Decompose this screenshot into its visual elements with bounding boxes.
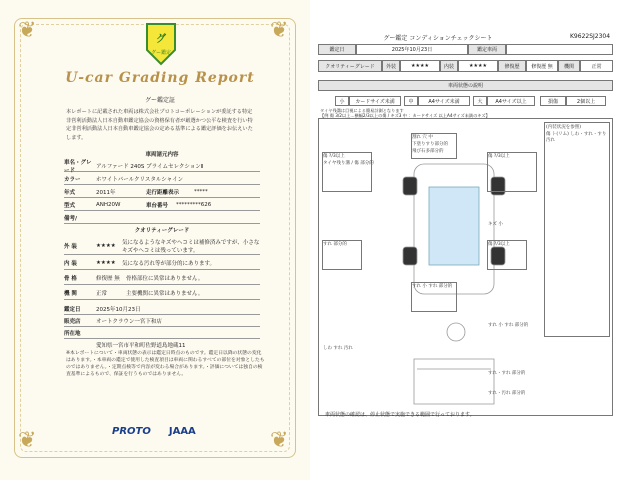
mileage-value: ***** <box>194 188 208 195</box>
size-medium: 中 <box>404 96 418 106</box>
ext-label: 外装 <box>382 60 400 72</box>
quality-label: クオリティーグレード <box>318 60 382 72</box>
vehicle-section-heading: 車両諸元内容 <box>145 152 179 158</box>
diagram-label: すれ・すれ 部分的 <box>488 371 526 376</box>
shop-label: 販売店 <box>64 319 81 325</box>
vehicle-value <box>506 44 613 55</box>
engine-value: 正常 <box>96 290 108 297</box>
frame-label: 骨 格 <box>64 275 77 282</box>
diagram-label: キズ 小 <box>488 222 503 227</box>
year-row <box>64 186 260 198</box>
svg-text:グー鑑定: グー鑑定 <box>150 50 172 56</box>
size-small-desc: カードサイズ未満 <box>349 96 401 106</box>
diagram-label: 飛び石多部分的 <box>412 149 444 154</box>
jaaa-logo: JAAA <box>168 426 196 437</box>
model-label: 車名・グレード <box>64 159 92 174</box>
quality-section-heading: クオリティーグレード <box>134 228 190 234</box>
damage-value: 2個以上 <box>566 96 606 106</box>
date-value: 2025年10月23日 <box>96 307 141 313</box>
engine-label: 機 関 <box>64 290 77 297</box>
date-value: 2025年10月23日 <box>356 44 468 55</box>
model-code-label: 型式 <box>64 202 76 209</box>
diagram-label: (内装状況を参照) <box>546 125 582 130</box>
diagram-label: タイヤ残り溝 / 傷 部分的 <box>323 161 374 166</box>
mileage-label: 走行距離表示 <box>146 189 180 196</box>
color-label: カラー <box>64 176 81 183</box>
size-small: 小 <box>335 96 349 106</box>
flourish-ornament: ❦ <box>270 428 289 453</box>
vehicle-label: 鑑定車両 <box>468 44 506 55</box>
year-value: 2011年 <box>96 189 116 196</box>
diagram-label: すれ 部分的 <box>323 242 347 247</box>
location-value: 愛知県一宮市平和町佐野道島地蔵11 <box>96 343 186 349</box>
size-medium-desc: A4サイズ未満 <box>418 96 470 106</box>
state-title: 車両状態の説明 <box>318 80 613 91</box>
shop-row <box>64 316 260 327</box>
date-label: 鑑定日 <box>318 44 356 55</box>
remarks-row <box>64 212 260 224</box>
diagram-label: 下塗りすり部分的 <box>412 142 448 147</box>
goo-kantei-badge-icon <box>143 22 179 66</box>
year-label: 年式 <box>64 189 76 196</box>
remarks-label: 備考/ <box>64 215 78 222</box>
diagram-label: 割れ 穴 中 <box>412 135 433 140</box>
grading-certificate <box>0 0 310 480</box>
model-row <box>64 160 260 172</box>
frame-description: 骨格部位に異常はありません。 <box>126 275 204 282</box>
exterior-row <box>64 237 260 255</box>
location-row <box>64 328 260 339</box>
legend-note: タイヤ残溝は目視による簡易計測となります 【例 傷 3/2以上…横幅2/3以上の傷 / キズ3 中 ：カードサイズ 以上A4サイズ未満のキズ】 <box>320 108 490 118</box>
date-row <box>64 304 260 315</box>
exterior-stars: ★★★★ <box>96 242 116 249</box>
date-label: 鑑定日 <box>64 307 81 313</box>
ext-stars: ★★★★ <box>400 60 440 72</box>
repair-label: 修復歴 <box>498 60 526 72</box>
flourish-ornament: ❦ <box>18 428 37 453</box>
diagram-label: 傷 ?/3以上 <box>488 154 510 159</box>
size-large-desc: A4サイズ以上 <box>487 96 535 106</box>
engine-row <box>64 286 260 300</box>
damage-label: 損傷 <box>540 96 566 106</box>
interior-description: 気になる汚れ等が部分的にあります。 <box>122 260 216 267</box>
model-code-row <box>64 199 260 211</box>
exterior-label: 外 装 <box>64 243 77 250</box>
engine-value: 正常 <box>580 60 613 72</box>
diagram-label: すれ・汚れ 部分的 <box>488 391 526 396</box>
model-value: アルファード 240S プライムセレクションⅡ <box>96 163 204 170</box>
diagram-label: 傷 ?/3以上 <box>488 242 510 247</box>
interior-stars: ★★★★ <box>96 259 116 266</box>
diagram-label: 傷 ト(リム) しわ・すれ・すり 汚れ <box>546 132 607 143</box>
svg-text:グ: グ <box>156 34 166 45</box>
interior-label: 内 装 <box>64 260 77 267</box>
diagram-label: すれ 小 すれ 部分的 <box>412 284 453 289</box>
model-code-value: ANH20W <box>96 201 121 208</box>
diagram-label: 傷 ?/3以上 <box>323 154 345 159</box>
frame-row <box>64 271 260 285</box>
location-label: 所在地 <box>64 331 81 337</box>
diagram-label: すれ 小 すれ 部分的 <box>488 323 529 328</box>
report-note: ※本レポートについて・車両状態の表示は鑑定日時点のものです。鑑定日以降の状態の変化はあります。・本車両の鑑定で使用した検査項目は車両に関わるすべての部位を対象としたものではありません。・定期点検等で内容が変わる場合があります。・評価については独自の検査基準によるもので、保証を行うものではありません。 <box>66 351 265 377</box>
repair-value: 修復歴 無 <box>526 60 558 72</box>
int-label: 内装 <box>440 60 458 72</box>
interior-row <box>64 256 260 270</box>
frame-value: 修復歴 無 <box>96 275 120 282</box>
location-value-row <box>64 340 260 350</box>
interior-notes-box <box>544 122 610 337</box>
exterior-description: 気になるようなキズやヘコミは補修済みですが、小さなキズやヘコミは残っています。 <box>122 239 260 254</box>
check-sheet-title: グー鑑定 コンディションチェックシート <box>383 35 493 42</box>
report-title: U-car Grading Report <box>65 70 255 86</box>
proto-logo: PROTO <box>112 426 151 437</box>
color-value: ホワイトパールクリスタルシャイン <box>96 176 184 183</box>
color-row <box>64 173 260 185</box>
footer-note: 車両状態の確認は、停止状態で実施できる範囲で行っております。 <box>325 412 475 418</box>
int-stars: ★★★★ <box>458 60 498 72</box>
flourish-ornament: ❦ <box>18 18 37 43</box>
engine-label: 機関 <box>558 60 580 72</box>
intro-text: 本レポートに記載された車両は株式会社プロトコーポレーションが委託する特定非営利活動法人日本自動車鑑定協会の資格保有者が厳選かつ公平な検査を行い特定非営利活動法人日本自動車鑑定協会の定める基準による鑑定評価をお伝えいたします。 <box>66 109 253 141</box>
logos <box>112 426 196 437</box>
size-large: 大 <box>473 96 487 106</box>
diagram-label: しわ すれ 汚れ <box>323 346 353 351</box>
flourish-ornament: ❦ <box>270 18 289 43</box>
document-id: K9622SJ2304 <box>570 33 611 40</box>
engine-description: 主要機関に異常はありません。 <box>126 290 204 297</box>
vin-value: *********626 <box>176 201 212 208</box>
vin-label: 車台番号 <box>146 202 169 209</box>
certificate-subtitle: グー鑑定証 <box>144 97 175 104</box>
shop-value: オートクラウン一宮下和店 <box>96 319 162 325</box>
